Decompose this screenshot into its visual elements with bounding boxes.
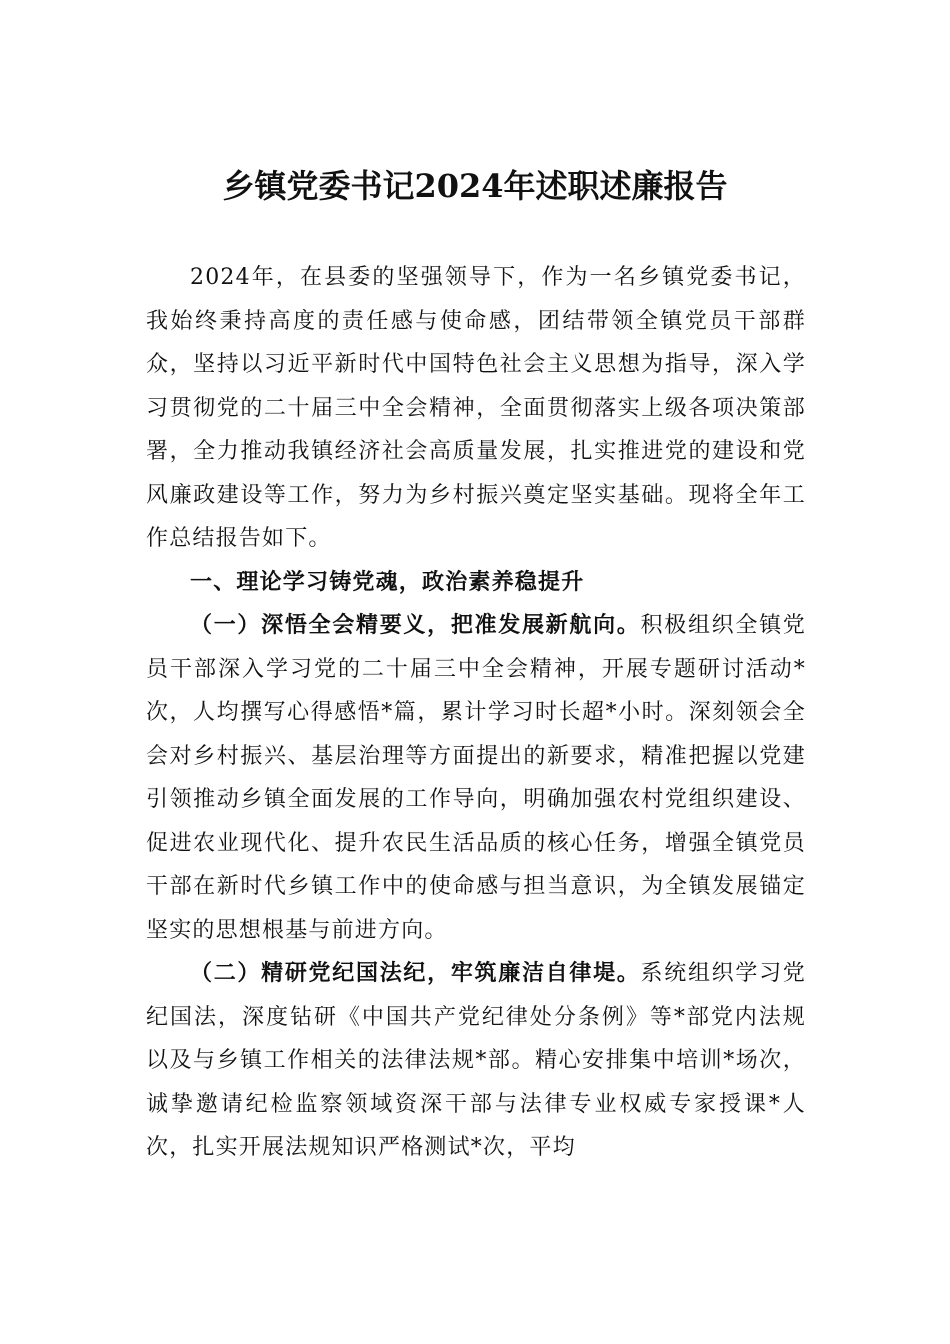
section-heading: 一、理论学习铸党魂，政治素养稳提升 [190,569,585,595]
intro-paragraph: 2024年，在县委的坚强领导下，作为一名乡镇党委书记，我始终秉持高度的责任感与使命感，团结带领全镇党员干部群众，坚持以习近平新时代中国特色社会主义思想为指导，深入学习贯彻党的二十届三中全会精神，全面贯彻落实上级各项决策部署，全力推动我镇经济社会高质量发展，扎实推进党的建设和党风廉政建设等工作，努力为乡村振兴奠定坚实基础。现将全年工作总结报告如下。 [146,265,806,551]
document-body [146,256,806,1170]
subsection-lead-1: （一）深悟全会精要义，把准发展新航向。 [190,612,641,638]
subsection-paragraph-1 [146,604,806,952]
subsection-paragraph-2 [146,952,806,1170]
document-title: 乡镇党委书记2024年述职述廉报告 [222,167,728,205]
subsection-lead-2: （二）精研党纪国法纪，牢筑廉洁自律堤。 [190,960,641,986]
subsection-text-1: 积极组织全镇党员干部深入学习党的二十届三中全会精神，开展专题研讨活动*次，人均撰写心得感悟*篇，累计学习时长超*小时。深刻领会全会对乡村振兴、基层治理等方面提出的新要求，精准把握以党建引领推动乡镇全面发展的工作导向，明确加强农村党组织建设、促进农业现代化、提升农民生活品质的核心任务，增强全镇党员干部在新时代乡镇工作中的使命感与担当意识，为全镇发展锚定坚实的思想根基与前进方向。 [146,613,806,943]
subsection-text-2: 系统组织学习党纪国法，深度钻研《中国共产党纪律处分条例》等*部党内法规以及与乡镇工作相关的法律法规*部。精心安排集中培训*场次，诚挚邀请纪检监察领域资深干部与法律专业权威专家授课*人次，扎实开展法规知识严格测试*次，平均 [146,961,806,1160]
